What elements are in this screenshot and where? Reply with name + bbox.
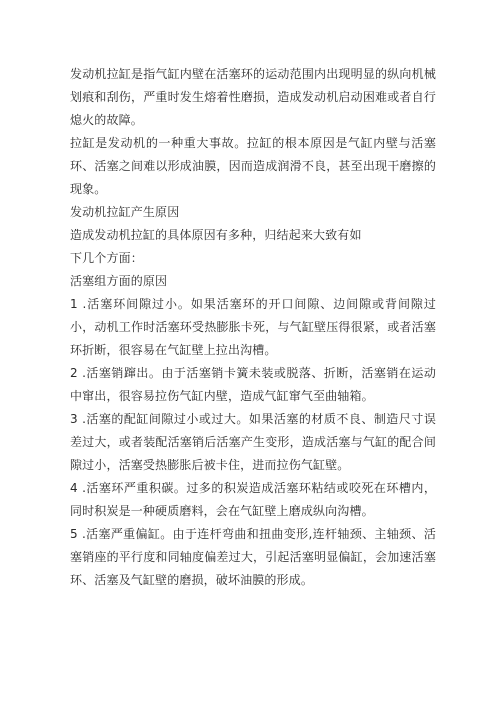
list-item-3: 3 .活塞的配缸间隙过小或过大。如果活塞的材质不良、制造尺寸误差过大，或者装配活塞销后活塞产生变形，造成活塞与气缸的配合间隙过小，活塞受热膨胀后被卡住，进而拉伤气缸壁。 [70,412,436,472]
list-item-5: 5 .活塞严重偏缸。由于连杆弯曲和扭曲变形,连杆轴颈、主轴颈、活塞销座的平行度和同轴度偏差过大，引起活塞明显偏缸，会加速活塞环、活塞及气缸壁的磨损，破坏油膜的形成。 [70,527,436,587]
paragraph-definition: 发动机拉缸是指气缸内壁在活塞环的运动范围内出现明显的纵向机械划痕和刮伤，严重时发生熔着性磨损，造成发动机启动困难或者自行熄火的故障。 [70,67,436,127]
paragraph-intro-line2: 下几个方面： [70,251,143,265]
list-item-4: 4 .活塞环严重积碳。过多的积炭造成活塞环粘结或咬死在环槽内，同时积炭是一种硬质磨料，会在气缸壁上磨成纵向沟槽。 [70,481,436,518]
section-heading-piston-group: 活塞组方面的原因 [70,274,168,288]
paragraph-cause-overview: 拉缸是发动机的一种重大事故。拉缸的根本原因是气缸内壁与活塞环、活塞之间难以形成油膜，因而造成润滑不良，甚至出现干磨擦的现象。 [70,136,436,196]
paragraph-intro-line1: 造成发动机拉缸的具体原因有多种，归结起来大致有如 [70,228,362,242]
list-item-1: 1 .活塞环间隙过小。如果活塞环的开口间隙、边间隙或背间隙过小，动机工作时活塞环受热膨胀卡死，与气缸壁压得很紧，或者活塞环折断，很容易在气缸壁上拉出沟槽。 [70,297,436,357]
document-body [70,63,436,592]
section-heading-causes: 发动机拉缸产生原因 [70,205,180,219]
list-item-2: 2 .活塞销蹿出。由于活塞销卡簧未装或脱落、折断，活塞销在运动中窜出，很容易拉伤气缸内壁，造成气缸窜气至曲轴箱。 [70,366,436,403]
